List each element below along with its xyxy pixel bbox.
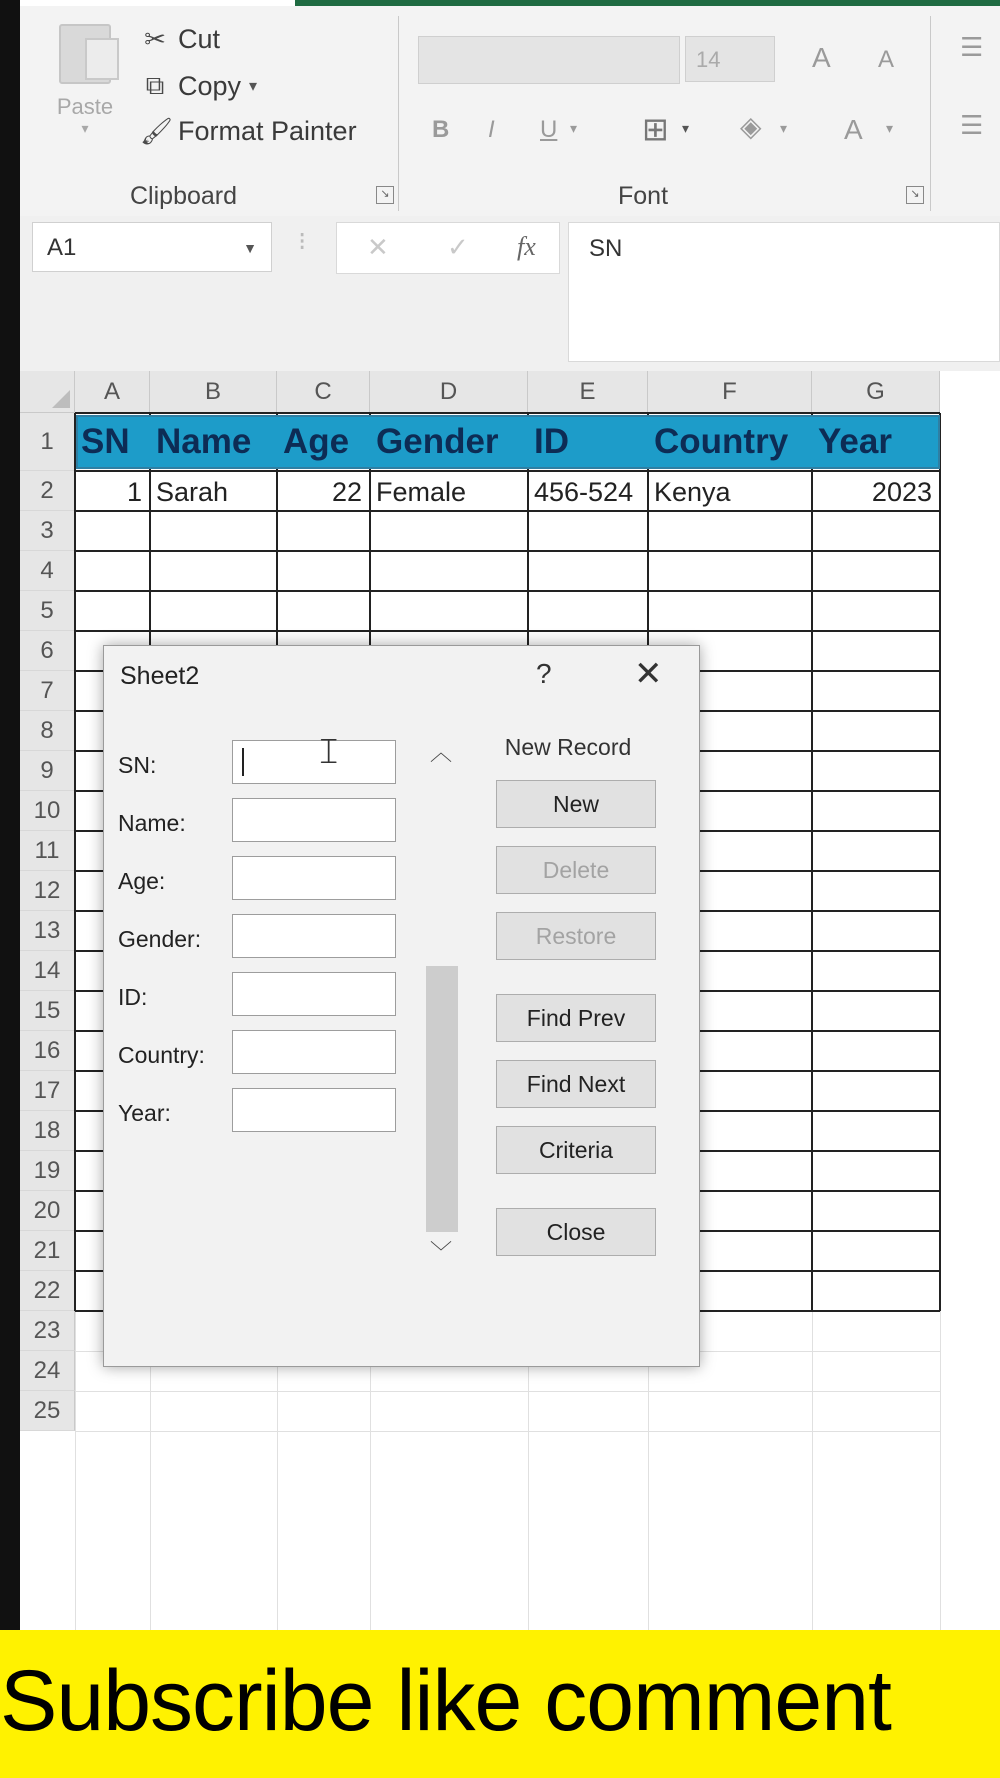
clipboard-launcher-icon[interactable]: ↘	[376, 186, 394, 204]
align-top-icon[interactable]: ☰	[960, 32, 984, 62]
row-header-21[interactable]: 21	[20, 1231, 75, 1271]
find-next-button[interactable]: Find Next	[496, 1060, 656, 1108]
gridline	[940, 1311, 941, 1630]
row-header-19[interactable]: 19	[20, 1151, 75, 1191]
row-header-10[interactable]: 10	[20, 791, 75, 831]
cut-label: Cut	[178, 24, 221, 54]
data-cell[interactable]: 1	[126, 477, 142, 507]
font-size-value: 14	[696, 47, 721, 72]
banner-text: Subscribe like comment	[0, 1653, 891, 1749]
delete-button[interactable]: Delete	[496, 846, 656, 894]
row-header-14[interactable]: 14	[20, 951, 75, 991]
font-name-select[interactable]	[418, 36, 680, 84]
row-header-4[interactable]: 4	[20, 551, 75, 591]
column-header-g[interactable]: G	[812, 371, 940, 413]
underline-button[interactable]: U	[540, 116, 558, 143]
font-color-icon[interactable]: A	[844, 114, 863, 145]
name-box-value: A1	[47, 234, 77, 261]
formula-input[interactable]: SN	[568, 222, 1000, 362]
scrollbar-thumb[interactable]	[426, 966, 458, 1232]
chevron-down-icon[interactable]: ▾	[886, 120, 894, 136]
bold-button[interactable]: B	[432, 116, 450, 143]
field-label-gender: Gender:	[118, 926, 202, 952]
data-cell[interactable]: Female	[376, 477, 467, 507]
dialog-title: Sheet2	[120, 662, 200, 690]
row-header-2[interactable]: 2	[20, 471, 75, 511]
grip-icon: ⁝	[298, 226, 307, 256]
field-label-age: Age:	[118, 868, 166, 894]
text-caret	[242, 748, 244, 776]
row-header-7[interactable]: 7	[20, 671, 75, 711]
column-header-a[interactable]: A	[75, 371, 150, 413]
copy-icon: ⧉	[145, 70, 165, 100]
row-header-11[interactable]: 11	[20, 831, 75, 871]
gridline	[812, 1311, 813, 1630]
header-cell[interactable]: SN	[81, 422, 130, 461]
row-header-6[interactable]: 6	[20, 631, 75, 671]
field-label-id: ID:	[118, 984, 148, 1010]
column-header-e[interactable]: E	[528, 371, 648, 413]
header-cell[interactable]: Gender	[376, 422, 499, 461]
shrink-font-icon[interactable]: A	[878, 46, 895, 73]
font-size-select[interactable]	[685, 36, 775, 82]
gender-input[interactable]	[232, 914, 396, 958]
column-header-b[interactable]: B	[150, 371, 277, 413]
row-header-23[interactable]: 23	[20, 1311, 75, 1351]
cell-border	[939, 413, 941, 1311]
chevron-down-icon: ▾	[249, 78, 258, 95]
ribbon-separator	[930, 16, 931, 211]
chevron-down-icon[interactable]: ▾	[682, 120, 690, 136]
data-cell[interactable]: 456-524	[534, 477, 634, 507]
clipboard-group-label: Clipboard	[130, 182, 238, 210]
data-cell[interactable]: Sarah	[156, 477, 229, 507]
cancel-icon[interactable]: ✕	[367, 232, 389, 262]
close-button[interactable]: Close	[496, 1208, 656, 1256]
cell-border	[811, 413, 813, 1311]
enter-icon[interactable]: ✓	[447, 232, 469, 262]
scroll-down-icon[interactable]: ﹀	[430, 1240, 453, 1265]
field-label-country: Country:	[118, 1042, 205, 1068]
close-icon[interactable]: ✕	[634, 655, 663, 693]
data-cell[interactable]: 22	[331, 477, 362, 507]
fill-color-icon[interactable]: ◈	[740, 111, 762, 142]
header-cell[interactable]: Age	[283, 422, 350, 461]
data-cell[interactable]: 2023	[871, 477, 932, 507]
paintbrush-icon: 🖌	[140, 116, 174, 146]
help-icon[interactable]: ?	[536, 658, 552, 689]
paste-label: Paste	[56, 94, 114, 119]
header-cell[interactable]: Name	[156, 422, 252, 461]
header-cell[interactable]: Year	[818, 422, 892, 461]
age-input[interactable]	[232, 856, 396, 900]
ribbon-separator	[398, 16, 399, 211]
record-status: New Record	[504, 734, 632, 760]
restore-button[interactable]: Restore	[496, 912, 656, 960]
row-header-8[interactable]: 8	[20, 711, 75, 751]
row-header-24[interactable]: 24	[20, 1351, 75, 1391]
row-header-20[interactable]: 20	[20, 1191, 75, 1231]
gridline	[75, 1431, 940, 1432]
formula-buttons	[336, 222, 560, 274]
grow-font-icon[interactable]: A	[812, 42, 831, 73]
data-cell[interactable]: Kenya	[654, 477, 731, 507]
ribbon	[20, 6, 1000, 217]
row-header-9[interactable]: 9	[20, 751, 75, 791]
copy-label: Copy	[178, 70, 242, 101]
id-input[interactable]	[232, 972, 396, 1016]
chevron-down-icon[interactable]: ▾	[570, 120, 578, 136]
paste-button[interactable]: Paste ▾	[50, 24, 120, 137]
paste-icon	[59, 24, 111, 84]
subscribe-banner	[0, 1630, 1000, 1778]
align-left-icon[interactable]: ☰	[960, 110, 984, 140]
copy-button[interactable]	[140, 70, 257, 102]
scissors-icon: ✂	[144, 24, 166, 54]
chevron-down-icon[interactable]: ▾	[780, 120, 788, 136]
gridline	[75, 1391, 940, 1392]
header-cell[interactable]: Country	[654, 422, 789, 461]
scroll-up-icon[interactable]: ︿	[430, 740, 453, 765]
left-edge	[0, 0, 20, 1630]
record-scrollbar[interactable]	[424, 666, 458, 1266]
cut-button[interactable]	[140, 24, 220, 55]
row-header-17[interactable]: 17	[20, 1071, 75, 1111]
header-cell[interactable]: ID	[534, 422, 569, 461]
country-input[interactable]	[232, 1030, 396, 1074]
column-header-d[interactable]: D	[370, 371, 528, 413]
select-all-corner[interactable]	[20, 371, 75, 413]
row-header-16[interactable]: 16	[20, 1031, 75, 1071]
sn-input[interactable]	[232, 740, 396, 784]
row-header-22[interactable]: 22	[20, 1271, 75, 1311]
italic-button[interactable]: I	[488, 116, 495, 143]
borders-icon[interactable]: ⊞	[642, 111, 669, 147]
row-header-15[interactable]: 15	[20, 991, 75, 1031]
row-header-13[interactable]: 13	[20, 911, 75, 951]
find-prev-button[interactable]: Find Prev	[496, 994, 656, 1042]
row-header-25[interactable]: 25	[20, 1391, 75, 1431]
criteria-button[interactable]: Criteria	[496, 1126, 656, 1174]
field-label-name: Name:	[118, 810, 186, 836]
name-input[interactable]	[232, 798, 396, 842]
row-header-1[interactable]: 1	[20, 413, 75, 471]
cell-border	[74, 413, 76, 1311]
year-input[interactable]	[232, 1088, 396, 1132]
text-cursor-icon: 𝙸	[316, 730, 342, 771]
field-label-sn: SN:	[118, 752, 157, 778]
name-box[interactable]	[32, 222, 272, 272]
row-header-3[interactable]: 3	[20, 511, 75, 551]
gridline	[75, 1311, 76, 1630]
column-header-c[interactable]: C	[277, 371, 370, 413]
row-header-5[interactable]: 5	[20, 591, 75, 631]
format-painter-label: Format Painter	[178, 116, 357, 146]
row-header-18[interactable]: 18	[20, 1111, 75, 1151]
format-painter-button[interactable]	[140, 116, 357, 147]
formula-bar	[20, 216, 1000, 371]
column-header-f[interactable]: F	[648, 371, 812, 413]
data-form-dialog	[103, 645, 700, 1367]
font-launcher-icon[interactable]: ↘	[906, 186, 924, 204]
new-button[interactable]: New	[496, 780, 656, 828]
font-group-label: Font	[618, 182, 669, 210]
fx-icon[interactable]: fx	[517, 232, 536, 261]
chevron-down-icon[interactable]: ▼	[243, 240, 257, 256]
row-header-12[interactable]: 12	[20, 871, 75, 911]
field-label-year: Year:	[118, 1100, 171, 1126]
